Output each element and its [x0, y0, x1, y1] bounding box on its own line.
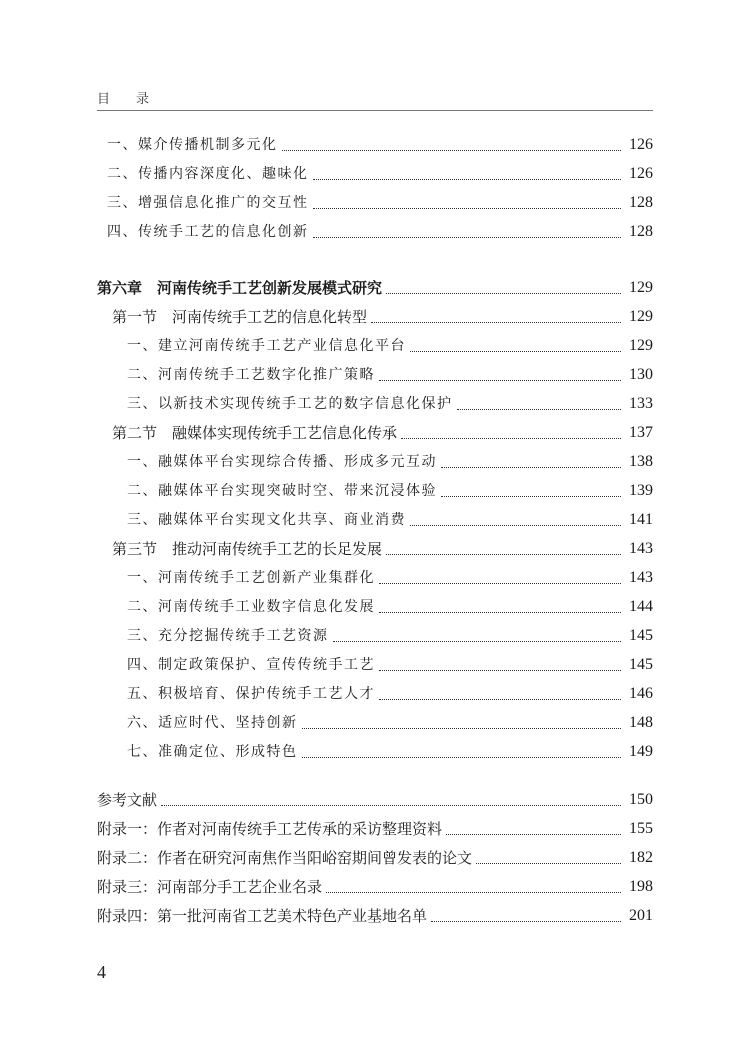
header-title-char-1: 目: [97, 92, 111, 107]
toc-entry-page: 126: [629, 136, 653, 153]
leader-dots: [302, 718, 622, 729]
toc-section-1[interactable]: [97, 303, 653, 327]
toc-entry[interactable]: [97, 160, 653, 184]
running-header: [97, 88, 653, 110]
toc-entry-label: 六、适应时代、坚持创新: [127, 715, 298, 731]
toc-entry-label: 三、以新技术实现传统手工艺的数字信息化保护: [127, 396, 453, 412]
leader-dots: [282, 140, 622, 151]
leader-dots: [313, 227, 622, 238]
toc-entry-label: 附录三：河南部分手工艺企业名录: [97, 878, 323, 896]
toc-entry-label: 三、充分挖掘传统手工艺资源: [127, 628, 329, 644]
leader-dots: [457, 399, 622, 410]
toc-entry-page: 129: [629, 279, 653, 296]
toc-entry-label: 一、建立河南传统手工艺产业信息化平台: [127, 338, 406, 354]
leader-dots: [379, 689, 621, 700]
toc-entry-page: 150: [629, 791, 653, 808]
toc-entry[interactable]: [97, 680, 653, 704]
toc-entry-page: 149: [629, 743, 653, 760]
toc-entry-label: 七、准确定位、形成特色: [127, 744, 298, 760]
toc-entry-page: 137: [629, 424, 653, 441]
toc-entry-page: 129: [629, 337, 653, 354]
toc-entry-page: 128: [629, 194, 653, 211]
toc-entry-label: 三、增强信息化推广的交互性: [107, 195, 309, 211]
leader-dots: [386, 283, 621, 294]
toc-entry-label: 二、传播内容深度化、趣味化: [107, 166, 309, 182]
leader-dots: [326, 882, 621, 893]
leader-dots: [313, 169, 622, 180]
toc-entry[interactable]: [97, 593, 653, 617]
leader-dots: [379, 370, 621, 381]
toc-entry-page: 130: [629, 366, 653, 383]
toc-entry-label: 一、融媒体平台实现综合传播、形成多元互动: [127, 454, 437, 470]
leader-dots: [379, 573, 621, 584]
toc-entry-page: 129: [629, 308, 653, 325]
leader-dots: [441, 457, 621, 468]
toc-entry[interactable]: [97, 709, 653, 733]
toc-entry-label: 二、河南传统手工业数字信息化发展: [127, 599, 375, 615]
toc-entry[interactable]: [97, 651, 653, 675]
toc-entry-label: 四、制定政策保护、宣传传统手工艺: [127, 657, 375, 673]
leader-dots: [410, 341, 621, 352]
toc-entry-label: 第二节 融媒体实现传统手工艺信息化传承: [112, 424, 398, 442]
toc-entry[interactable]: [97, 477, 653, 501]
leader-dots: [161, 795, 621, 806]
page-number: 4: [97, 962, 106, 982]
toc-entry[interactable]: [97, 361, 653, 385]
toc-entry-page: 139: [629, 482, 653, 499]
toc-appendix-1[interactable]: [97, 815, 653, 839]
toc-entry-label: 附录一：作者对河南传统手工艺传承的采访整理资料: [97, 820, 443, 838]
leader-dots: [371, 312, 621, 323]
toc-entry-label: 附录二：作者在研究河南焦作当阳峪窑期间曾发表的论文: [97, 849, 473, 867]
toc-section-3[interactable]: [97, 535, 653, 559]
toc-entry-page: 182: [629, 849, 653, 866]
toc-entry[interactable]: [97, 390, 653, 414]
toc-entry[interactable]: [97, 218, 653, 242]
toc-entry-label: 附录四：第一批河南省工艺美术特色产业基地名单: [97, 907, 428, 925]
toc-entry-page: 145: [629, 627, 653, 644]
toc-entry-label: 一、媒介传播机制多元化: [107, 137, 278, 153]
toc-entry-page: 155: [629, 820, 653, 837]
toc-entry[interactable]: [97, 131, 653, 155]
toc-entry[interactable]: [97, 622, 653, 646]
toc-entry[interactable]: [97, 448, 653, 472]
toc-appendix-4[interactable]: [97, 902, 653, 926]
leader-dots: [313, 198, 622, 209]
toc-entry-page: 148: [629, 714, 653, 731]
leader-dots: [410, 515, 621, 526]
toc-entry-label: 二、融媒体平台实现突破时空、带来沉浸体验: [127, 483, 437, 499]
leader-dots: [302, 747, 622, 758]
toc-entry-label: 第三节 推动河南传统手工艺的长足发展: [112, 540, 383, 558]
toc-entry[interactable]: [97, 189, 653, 213]
toc-entry-page: 201: [629, 907, 653, 924]
toc-entry-page: 141: [629, 511, 653, 528]
leader-dots: [386, 544, 621, 555]
toc-entry-page: 146: [629, 685, 653, 702]
leader-dots: [431, 911, 621, 922]
toc-entry-label: 三、融媒体平台实现文化共享、商业消费: [127, 512, 406, 528]
toc-entry-page: 144: [629, 598, 653, 615]
header-divider: [97, 110, 653, 111]
toc-entry[interactable]: [97, 564, 653, 588]
header-title-char-2: 录: [136, 92, 150, 107]
toc-references[interactable]: [97, 786, 653, 810]
leader-dots: [441, 486, 621, 497]
toc-entry-label: 参考文献: [97, 791, 158, 809]
toc-entry-page: 126: [629, 165, 653, 182]
leader-dots: [446, 824, 621, 835]
toc-entry[interactable]: [97, 738, 653, 762]
toc-entry[interactable]: [97, 506, 653, 530]
toc-entry-page: 198: [629, 878, 653, 895]
toc-entry-label: 第一节 河南传统手工艺的信息化转型: [112, 308, 368, 326]
toc-section-2[interactable]: [97, 419, 653, 443]
toc-appendix-3[interactable]: [97, 873, 653, 897]
toc-entry-page: 128: [629, 223, 653, 240]
leader-dots: [333, 631, 622, 642]
leader-dots: [476, 853, 621, 864]
leader-dots: [401, 428, 621, 439]
toc-entry-page: 145: [629, 656, 653, 673]
toc-entry-label: 二、河南传统手工艺数字化推广策略: [127, 367, 375, 383]
toc-chapter-6[interactable]: [97, 274, 653, 298]
toc-entry-page: 133: [629, 395, 653, 412]
leader-dots: [379, 660, 621, 671]
toc-entry-label: 五、积极培育、保护传统手工艺人才: [127, 686, 375, 702]
toc-entry-label: 一、河南传统手工艺创新产业集群化: [127, 570, 375, 586]
toc-entry-page: 143: [629, 569, 653, 586]
toc-appendix-2[interactable]: [97, 844, 653, 868]
toc-entry-page: 138: [629, 453, 653, 470]
toc-entry-page: 143: [629, 540, 653, 557]
toc-entry[interactable]: [97, 332, 653, 356]
toc-entry-label: 第六章 河南传统手工艺创新发展模式研究: [97, 279, 383, 297]
toc-entry-label: 四、传统手工艺的信息化创新: [107, 224, 309, 240]
leader-dots: [379, 602, 621, 613]
header-title: [97, 88, 653, 107]
